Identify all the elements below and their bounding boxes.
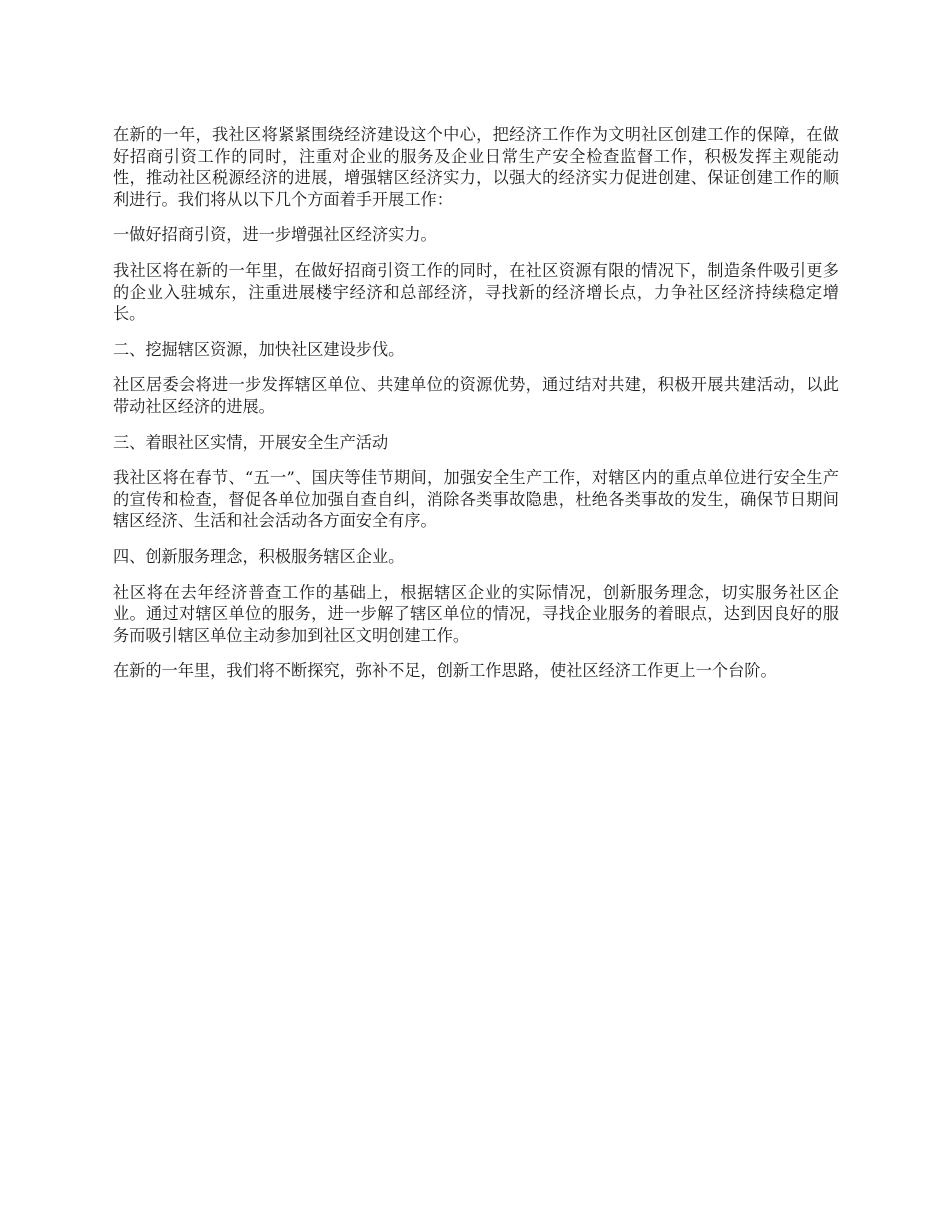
- section-body-4: 社区将在去年经济普查工作的基础上，根据辖区企业的实际情况，创新服务理念，切实服务社区企业。通过对辖区单位的服务，进一步解了辖区单位的情况，寻找企业服务的着眼点，达到因良好的服务而吸引辖区单位主动参加到社区文明创建工作。: [113, 582, 839, 645]
- section-heading-2: 二、挖掘辖区资源，加快社区建设步伐。: [113, 339, 405, 359]
- closing-paragraph: 在新的一年里，我们将不断探究，弥补不足，创新工作思路，使社区经济工作更上一个台阶。: [113, 661, 777, 681]
- section-heading-3: 三、着眼社区实情，开展安全生产活动: [113, 432, 389, 452]
- section-body-3: 我社区将在春节、“五一”、国庆等佳节期间，加强安全生产工作，对辖区内的重点单位进行安全生产的宣传和检查，督促各单位加强自查自纠，消除各类事故隐患，杜绝各类事故的发生，确保节日期间辖区经济、生活和社会活动各方面安全有序。: [113, 468, 839, 531]
- section-heading-1: 一做好招商引资，进一步增强社区经济实力。: [113, 225, 437, 245]
- section-body-1: 我社区将在新的一年里，在做好招商引资工作的同时，在社区资源有限的情况下，制造条件吸引更多的企业入驻城东，注重进展楼宇经济和总部经济，寻找新的经济增长点，力争社区经济持续稳定增长。: [113, 260, 839, 324]
- section-body-2: 社区居委会将进一步发挥辖区单位、共建单位的资源优势，通过结对共建，积极开展共建活动，以此带动社区经济的进展。: [113, 375, 839, 416]
- section-heading-4: 四、创新服务理念，积极服务辖区企业。: [113, 546, 405, 566]
- document-body: [113, 124, 839, 696]
- intro-paragraph: 在新的一年，我社区将紧紧围绕经济建设这个中心，把经济工作作为文明社区创建工作的保障，在做好招商引资工作的同时，注重对企业的服务及企业日常生产安全检查监督工作，积极发挥主观能动性，推动社区税源经济的进展，增强辖区经济实力，以强大的经济实力促进创建、保证创建工作的顺利进行。我们将从以下几个方面着手开展工作：: [113, 125, 839, 209]
